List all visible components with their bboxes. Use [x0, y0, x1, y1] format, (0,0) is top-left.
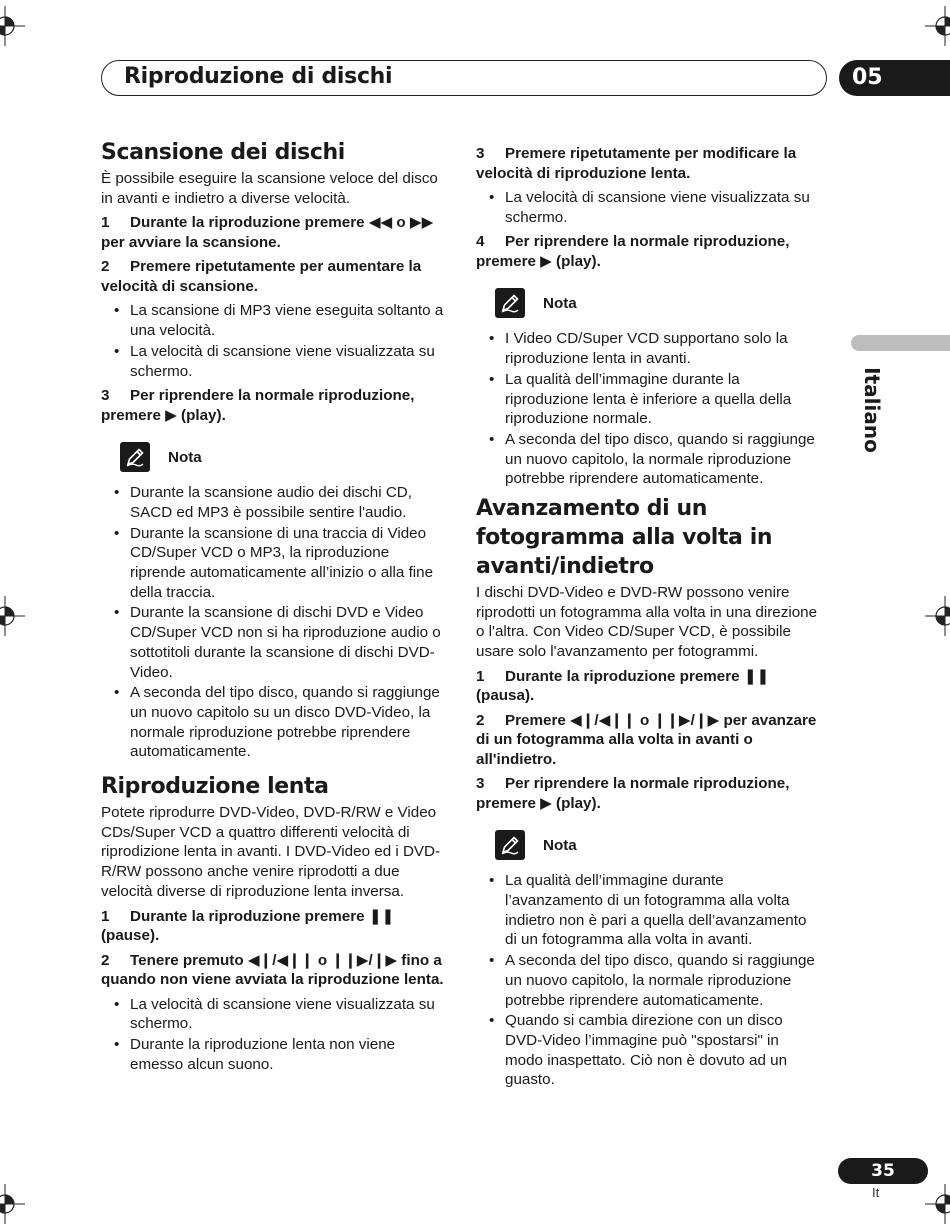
step-number: 3 — [476, 145, 485, 162]
pencil-note-icon — [120, 442, 150, 472]
language-label: Italiano — [860, 367, 884, 453]
note-label: Nota — [543, 836, 577, 854]
list-item: • A seconda del tipo disco, quando si raggiunge un nuovo capitolo, la normale riproduzione potrebbe riprendere automaticamente. — [476, 951, 821, 1010]
step-number: 1 — [101, 214, 110, 232]
list-item: • La velocità di scansione viene visualizzata su schermo. — [476, 188, 821, 227]
page-language-code: It — [872, 1185, 880, 1200]
step-4 — [476, 232, 821, 271]
step-text: Per riprendere la normale riproduzione, premere ▶ (play). — [476, 233, 790, 270]
step-1 — [101, 213, 446, 252]
step-number: 4 — [476, 233, 485, 251]
note-label: Nota — [168, 448, 202, 466]
note-header — [495, 829, 821, 861]
list-item: • Durante la scansione di dischi DVD e Video CD/Super VCD non si ha riproduzione audio o sottotitoli durante la scansione di dischi DVD-Video. — [101, 603, 446, 682]
section-heading-scansione: Scansione dei dischi — [101, 140, 345, 165]
step-3 — [476, 144, 821, 183]
chapter-badge: 05 — [839, 60, 950, 96]
step-text: Per riprendere la normale riproduzione, premere ▶ (play). — [476, 775, 790, 812]
step-text: Durante la riproduzione premere ◀◀ o ▶▶ per avviare la scansione. — [101, 214, 434, 251]
note-list — [476, 871, 821, 1090]
note-list — [101, 483, 446, 762]
page-title: Riproduzione di dischi — [124, 64, 393, 89]
right-column — [476, 144, 821, 1095]
note-list — [476, 329, 821, 489]
section-heading-avanzamento: Avanzamento di un fotogramma alla volta in avanti/indietro — [476, 496, 773, 580]
step-text: Durante la riproduzione premere ❚❚ (pausa). — [476, 667, 770, 705]
step-text: Per riprendere la normale riproduzione, premere ▶ (play). — [101, 387, 415, 424]
step-2 — [101, 257, 446, 296]
step-number: 3 — [476, 775, 485, 793]
list-item: • A seconda del tipo disco, quando si raggiunge un nuovo capitolo, la normale riproduzione potrebbe riprendere automaticamente. — [476, 430, 821, 489]
bullet-list — [101, 301, 446, 381]
step-text: Premere ripetutamente per aumentare la velocità di scansione. — [101, 258, 422, 295]
step-text: Premere ripetutamente per modificare la velocità di riproduzione lenta. — [476, 145, 797, 182]
language-tab — [851, 335, 950, 351]
list-item: • Durante la scansione di una traccia di Video CD/Super VCD o MP3, la riproduzione riprende automaticamente all’inizio o alla fine della traccia. — [101, 524, 446, 603]
step-text: Tenere premuto ◀❙/◀❙❙ o ❙❙▶/❙▶ fino a quando non viene avviata la riproduzione lenta. — [101, 951, 444, 989]
note-header — [495, 287, 821, 319]
registration-mark-icon — [925, 596, 950, 636]
step-1 — [476, 667, 821, 706]
list-item: • La qualità dell’immagine durante l’avanzamento di un fotogramma alla volta indietro non è pari a quella dell’avanzamento di un fotogramma alla volta in avanti. — [476, 871, 821, 950]
step-2 — [476, 711, 821, 770]
section-heading-riproduzione-lenta: Riproduzione lenta — [101, 774, 329, 800]
step-number: 1 — [101, 907, 110, 925]
registration-mark-icon — [925, 6, 950, 46]
registration-mark-icon — [925, 1184, 950, 1224]
list-item: • A seconda del tipo disco, quando si raggiunge un nuovo capitolo su un disco DVD-Video, la normale riproduzione potrebbe riprendere automaticamente. — [101, 683, 446, 762]
list-item: • Quando si cambia direzione con un disco DVD-Video l’immagine può "spostarsi" in modo inaspettato. Ciò non è dovuto ad un guasto. — [476, 1011, 821, 1090]
step-text: Premere ◀❙/◀❙❙ o ❙❙▶/❙▶ per avanzare di un fotogramma alla volta in avanti o all'indietro. — [476, 711, 817, 768]
step-number: 2 — [101, 951, 110, 969]
section-intro: I dischi DVD-Video e DVD-RW possono venire riprodotti un fotogramma alla volta in una direzione o l'altra. Con Video CD/Super VCD, è possibile usare solo l'avanzamento per fotogrammi. — [476, 584, 818, 661]
registration-mark-icon — [0, 6, 25, 46]
pencil-note-icon — [495, 830, 525, 860]
bullet-list — [101, 995, 446, 1075]
step-3 — [101, 386, 446, 425]
pencil-note-icon — [495, 288, 525, 318]
step-text: Durante la riproduzione premere ❚❚ (pause). — [101, 907, 395, 945]
section-intro: È possibile eseguire la scansione veloce del disco in avanti e indietro a diverse velocità. — [101, 170, 438, 207]
list-item: • La velocità di scansione viene visualizzata su schermo. — [101, 342, 446, 381]
step-number: 2 — [101, 258, 110, 276]
list-item: • La velocità di scansione viene visualizzata su schermo. — [101, 995, 446, 1034]
list-item: • La scansione di MP3 viene eseguita soltanto a una velocità. — [101, 301, 446, 340]
header-title-box — [101, 60, 827, 96]
left-column — [101, 138, 446, 1079]
section-intro: Potete riprodurre DVD-Video, DVD-R/RW e Video CDs/Super VCD a quattro differenti velocità di riprodizione lenta in avanti. I DVD-Video ed i DVD-R/RW possono anche venire riprodotti a due velocità diverse di riproduzione lenta inversa. — [101, 804, 441, 900]
step-1 — [101, 907, 446, 946]
page-number-badge: 35 — [838, 1158, 928, 1184]
note-label: Nota — [543, 294, 577, 312]
step-number: 1 — [476, 667, 485, 685]
step-number: 3 — [101, 387, 110, 405]
list-item: • Durante la scansione audio dei dischi CD, SACD ed MP3 è possibile sentire l'audio. — [101, 483, 446, 522]
list-item: • I Video CD/Super VCD supportano solo la riproduzione lenta in avanti. — [476, 329, 821, 368]
step-number: 2 — [476, 711, 485, 729]
step-3 — [476, 774, 821, 813]
registration-mark-icon — [0, 596, 25, 636]
list-item: • Durante la riproduzione lenta non viene emesso alcun suono. — [101, 1035, 446, 1074]
list-item: • La qualità dell’immagine durante la riproduzione lenta è inferiore a quella della riproduzione normale. — [476, 370, 821, 429]
registration-mark-icon — [0, 1184, 25, 1224]
bullet-list — [476, 188, 821, 227]
step-2 — [101, 951, 446, 990]
note-header — [120, 441, 446, 473]
